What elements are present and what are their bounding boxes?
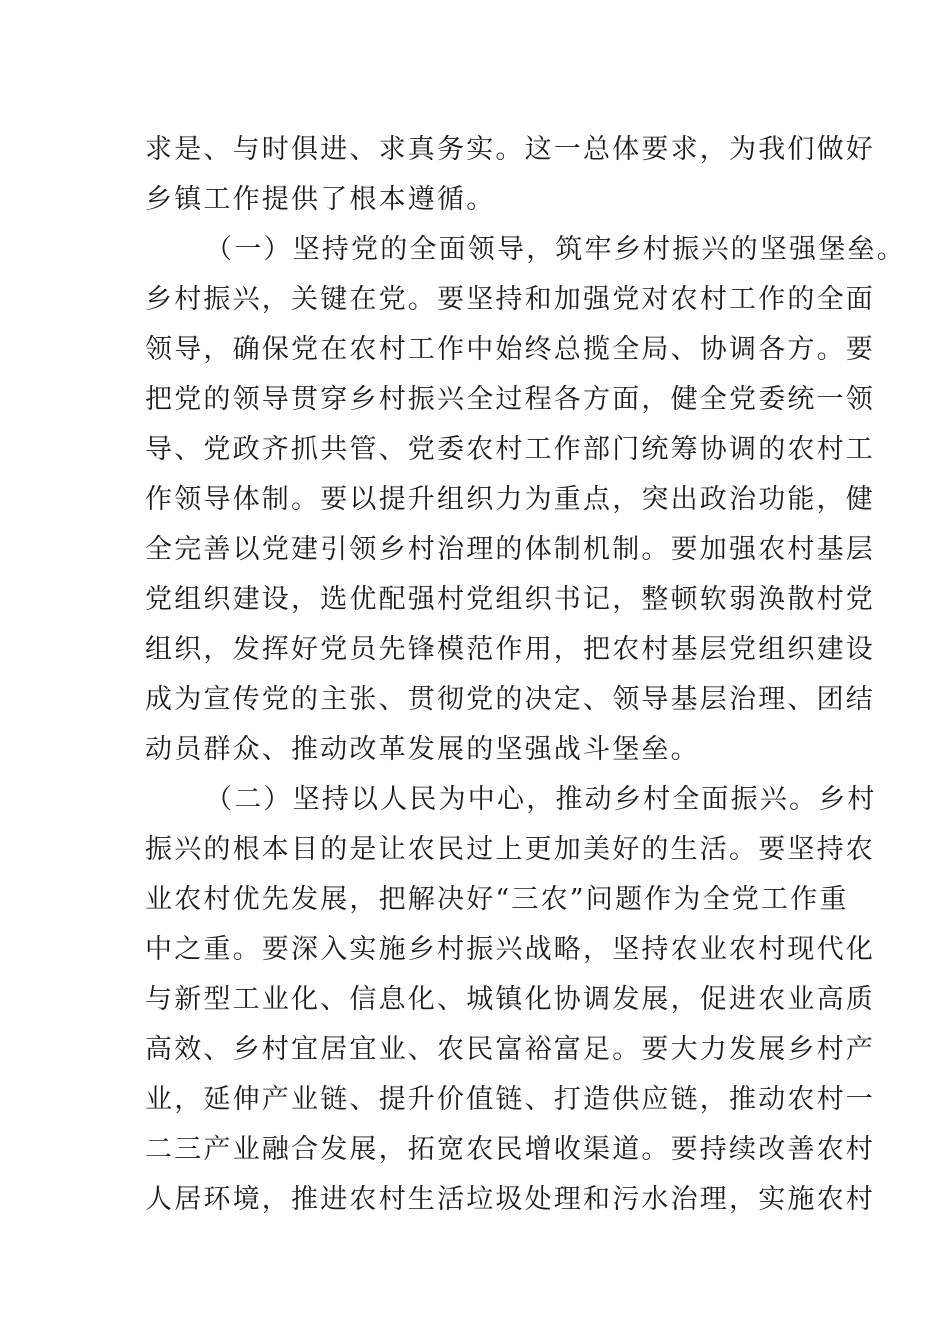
text-line: 作领导体制。要以提升组织力为重点，突出政治功能，健 bbox=[145, 484, 875, 515]
text-line: 导、党政齐抓共管、党委农村工作部门统筹协调的农村工 bbox=[145, 434, 875, 465]
text-line: 业农村优先发展，把解决好“三农”问题作为全党工作重 bbox=[145, 884, 849, 915]
text-line: 中之重。要深入实施乡村振兴战略，坚持农业农村现代化 bbox=[145, 934, 875, 965]
section-heading: （二）坚持以人民为中心，推动乡村全面振兴。乡村 bbox=[205, 784, 877, 815]
text-line: 求是、与时俱进、求真务实。这一总体要求，为我们做好 bbox=[145, 134, 875, 165]
text-line: 成为宣传党的主张、贯彻党的决定、领导基层治理、团结 bbox=[145, 684, 875, 715]
text-line: 人居环境，推进农村生活垃圾处理和污水治理，实施农村 bbox=[145, 1184, 875, 1215]
text-line: 乡镇工作提供了根本遵循。 bbox=[145, 184, 496, 215]
text-line: 动员群众、推动改革发展的坚强战斗堡垒。 bbox=[145, 734, 700, 765]
section-heading: （一）坚持党的全面领导，筑牢乡村振兴的坚强堡垒。 bbox=[205, 234, 906, 265]
text-line: 党组织建设，选优配强村党组织书记，整顿软弱涣散村党 bbox=[145, 584, 875, 615]
text-line: 业，延伸产业链、提升价值链、打造供应链，推动农村一 bbox=[145, 1084, 875, 1115]
text-line: 把党的领导贯穿乡村振兴全过程各方面，健全党委统一领 bbox=[145, 384, 875, 415]
text-line: 高效、乡村宜居宜业、农民富裕富足。要大力发展乡村产 bbox=[145, 1034, 875, 1065]
text-line: 振兴的根本目的是让农民过上更加美好的生活。要坚持农 bbox=[145, 834, 875, 865]
text-line: 领导，确保党在农村工作中始终总揽全局、协调各方。要 bbox=[145, 334, 875, 365]
text-line: 组织，发挥好党员先锋模范作用，把农村基层党组织建设 bbox=[145, 634, 875, 665]
text-line: 与新型工业化、信息化、城镇化协调发展，促进农业高质 bbox=[145, 984, 875, 1015]
text-line: 二三产业融合发展，拓宽农民增收渠道。要持续改善农村 bbox=[145, 1134, 875, 1165]
text-line: 全完善以党建引领乡村治理的体制机制。要加强农村基层 bbox=[145, 534, 875, 565]
text-line: 乡村振兴，关键在党。要坚持和加强党对农村工作的全面 bbox=[145, 284, 875, 315]
